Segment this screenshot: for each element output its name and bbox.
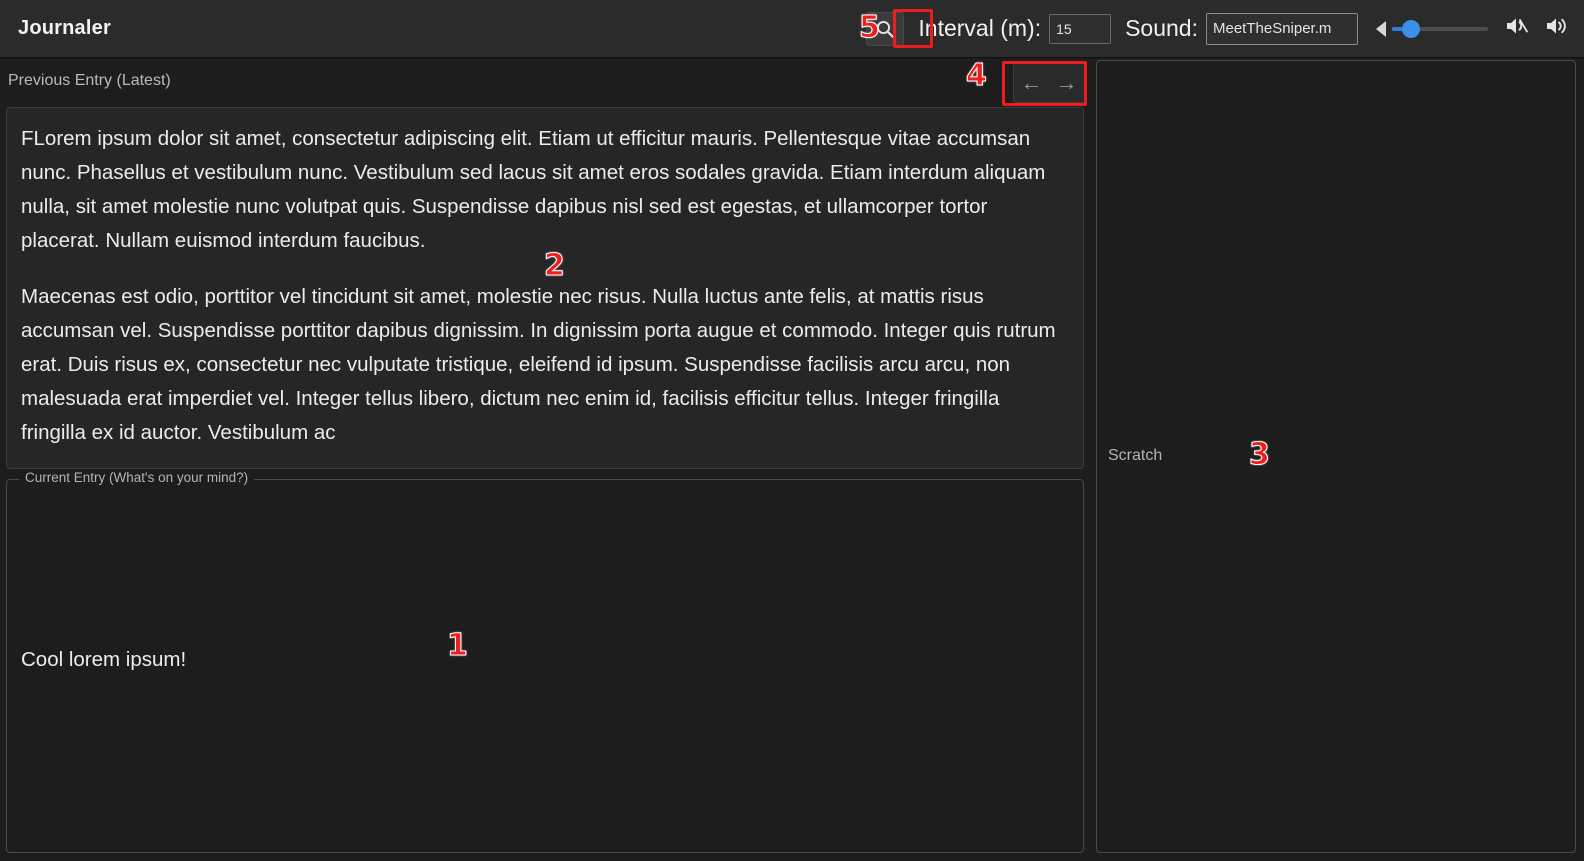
interval-label: Interval (m): [918, 15, 1042, 41]
next-entry-button[interactable]: → [1055, 70, 1078, 95]
previous-entry-label: Previous Entry (Latest) [8, 72, 171, 89]
current-entry-group[interactable] [6, 470, 1084, 853]
volume-slider-knob[interactable] [1402, 20, 1420, 38]
sound-label: Sound: [1125, 15, 1198, 41]
current-entry-legend: Current Entry (What's on your mind?) [19, 470, 254, 485]
annotation-number: 4 [966, 58, 987, 93]
annotation-number: 2 [544, 248, 565, 283]
volume-slider[interactable] [1392, 27, 1488, 31]
previous-entry-button[interactable]: ← [1020, 70, 1043, 95]
previous-entry-text[interactable] [6, 107, 1084, 469]
speaker-high-icon[interactable] [1544, 14, 1570, 43]
scratch-label: Scratch [1102, 447, 1168, 465]
toolbar-controls [866, 0, 1584, 57]
volume-controls [1376, 14, 1570, 43]
previous-entry-paragraph: FLorem ipsum dolor sit amet, consectetur adipiscing elit. Etiam ut efficitur mauris. Pellentesque vitae accumsan nunc. Phasellus et vestibulum nunc. Vestibulum sed lacus sit amet eros sodales gravida. Etiam interdum aliquam nulla, sit amet molestie nunc volutpat quis. Suspendisse dapibus nisl sed est egestas, et ullamcorper tortor placerat. Nullam euismod interdum faucibus. [21, 127, 1046, 252]
current-entry-input[interactable]: Cool lorem ipsum! [21, 648, 187, 671]
entry-navigation [1013, 63, 1085, 103]
annotation-number: 5 [859, 10, 880, 45]
sound-input[interactable] [1206, 13, 1358, 45]
speaker-mute-icon[interactable] [1504, 14, 1530, 43]
app-title: Journaler [18, 17, 111, 39]
top-toolbar [0, 0, 1584, 58]
annotation-number: 3 [1249, 437, 1270, 472]
interval-input[interactable] [1049, 14, 1111, 44]
speaker-low-icon[interactable] [1376, 21, 1386, 37]
previous-entry-paragraph: Maecenas est odio, porttitor vel tincidunt sit amet, molestie nec risus. Nulla luctus ante felis, at mattis risus accumsan vel. Suspendisse porttitor dapibus dignissim. In dignissim porta augue et commodo. Integer quis rutrum erat. Duis risus ex, consectetur nec vulputate tristique, eleifend id ipsum. Suspendisse facilisis arcu arcu, non malesuada erat imperdiet vel. Integer tellus libero, dictum nec enim id, facilisis efficitur tellus. Integer fringilla fringilla ex id auctor. Vestibulum ac [21, 285, 1056, 444]
annotation-number: 1 [447, 628, 468, 663]
